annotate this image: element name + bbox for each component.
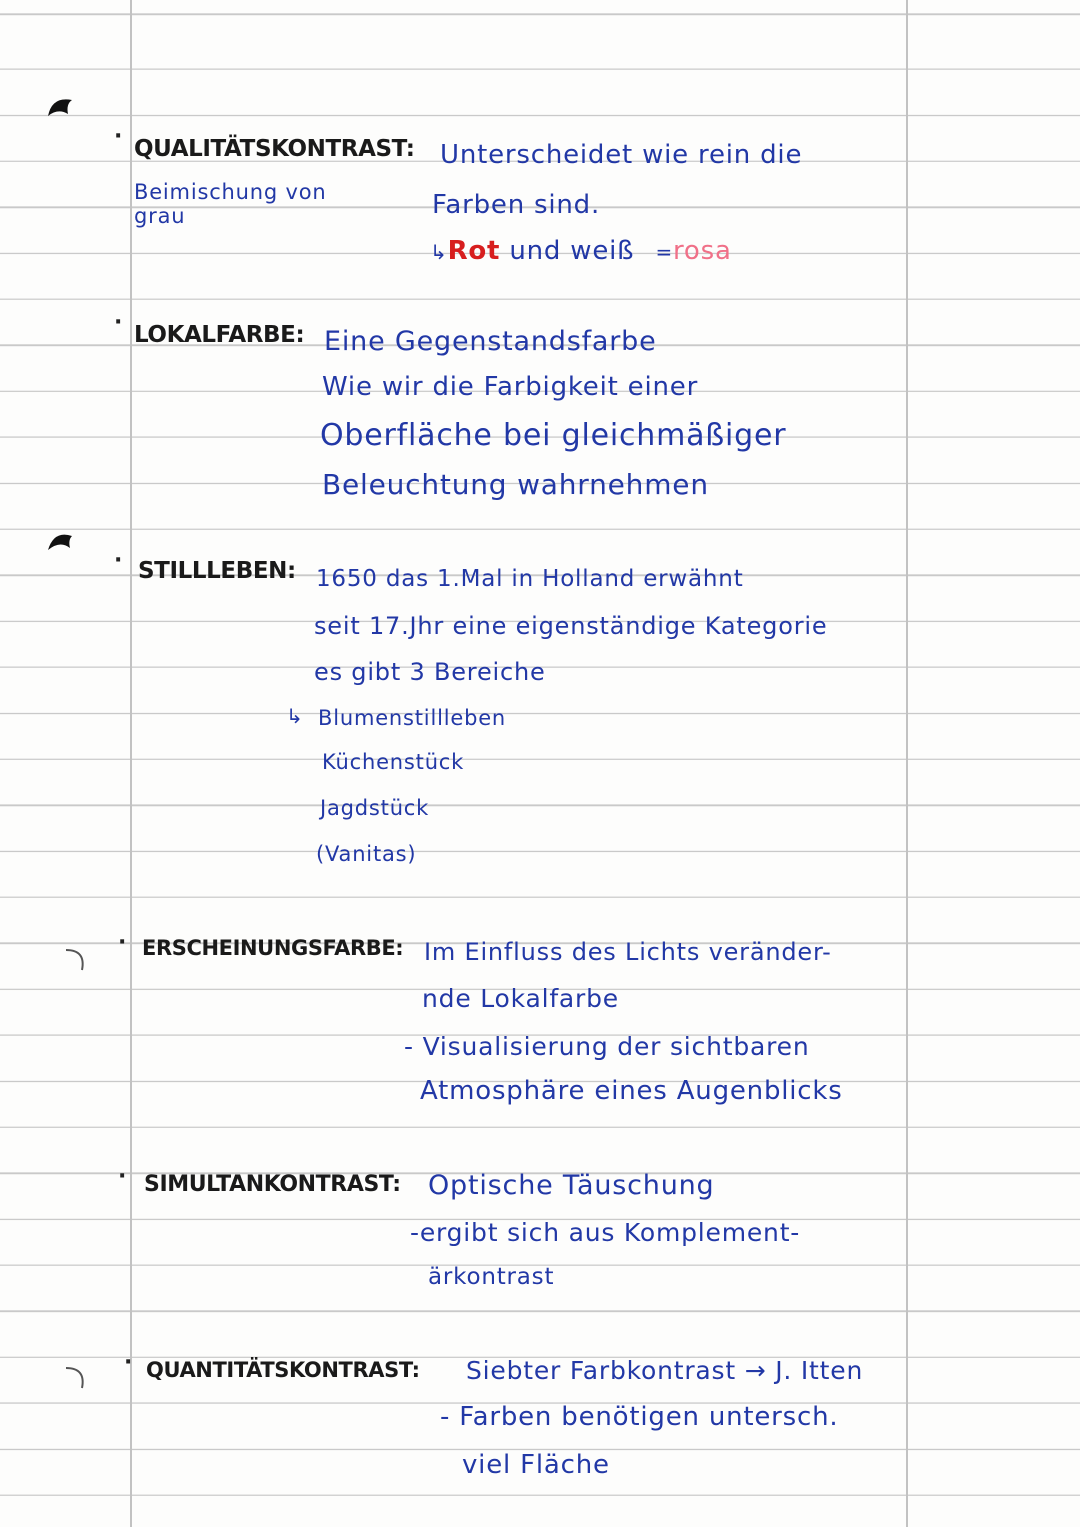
lokal-line1: Eine Gegenstandsfarbe [324, 326, 657, 357]
bullet: · [124, 1350, 133, 1375]
right-margin-line [906, 0, 908, 1527]
still-line2: seit 17.Jhr eine eigenständige Kategorie [314, 612, 828, 640]
still-line3: es gibt 3 Bereiche [314, 658, 546, 686]
simultan-line3: ärkontrast [428, 1264, 555, 1290]
term-erscheinungsfarbe: ERSCHEINUNGSFARBE: [142, 936, 404, 960]
still-item-kuechen: Küchenstück [322, 750, 465, 774]
still-item-blumen: Blumenstillleben [318, 706, 507, 730]
term-simultankontrast: SIMULTANKONTRAST: [144, 1172, 401, 1197]
erscheinung-line2: nde Lokalfarbe [422, 984, 619, 1013]
punch-hole-mark [44, 92, 84, 122]
simultan-line2: -ergibt sich aus Komplement- [410, 1218, 801, 1247]
quantitaet-line3: viel Fläche [462, 1450, 610, 1480]
bullet: · [114, 124, 123, 149]
still-item-vanitas: (Vanitas) [316, 842, 417, 866]
example-qualitaet [430, 236, 732, 266]
punch-hole-mark [56, 944, 96, 978]
erscheinung-line1: Im Einfluss des Lichts veränder- [424, 938, 832, 966]
example-rot: Rot [447, 236, 501, 266]
lokal-line4: Beleuchtung wahrnehmen [322, 468, 709, 501]
quantitaet-line1: Siebter Farbkontrast → J. Itten [466, 1356, 864, 1385]
lokal-line2: Wie wir die Farbigkeit einer [322, 372, 699, 402]
term-qualitaetskontrast: QUALITÄTSKONTRAST: [134, 136, 415, 162]
left-margin-line [130, 0, 132, 1527]
term-stillleben: STILLLEBEN: [138, 558, 296, 584]
erscheinung-line3: - Visualisierung der sichtbaren [404, 1032, 810, 1061]
simultan-line1: Optische Täuschung [428, 1170, 715, 1201]
lokal-line3: Oberfläche bei gleichmäßiger [320, 418, 787, 453]
note-qualitaet-1: Beimischung von [134, 180, 327, 204]
example-equals: = [655, 240, 673, 264]
example-rosa: rosa [673, 236, 732, 266]
punch-hole-mark [56, 1362, 96, 1396]
erscheinung-line4: Atmosphäre eines Augenblicks [420, 1076, 843, 1106]
still-item-jagd: Jagdstück [320, 796, 430, 820]
punch-hole-mark [44, 526, 84, 556]
def-qualitaet-line2: Farben sind. [432, 190, 601, 220]
quantitaet-line2: - Farben benötigen untersch. [440, 1402, 839, 1432]
still-line1: 1650 das 1.Mal in Holland erwähnt [316, 566, 744, 592]
def-qualitaet-line1: Unterscheidet wie rein die [440, 140, 803, 170]
term-lokalfarbe: LOKALFARBE: [134, 322, 305, 348]
example-und-weiss: und weiß [509, 236, 635, 266]
bullet: · [114, 310, 123, 335]
still-arrow-icon: ↳ [286, 704, 304, 728]
bullet: · [118, 930, 127, 955]
arrow-icon: ↳ [430, 240, 448, 264]
term-quantitaetskontrast: QUANTITÄTSKONTRAST: [146, 1358, 420, 1382]
bullet: · [114, 548, 123, 573]
note-qualitaet-2: grau [134, 204, 186, 228]
bullet: · [118, 1164, 127, 1189]
